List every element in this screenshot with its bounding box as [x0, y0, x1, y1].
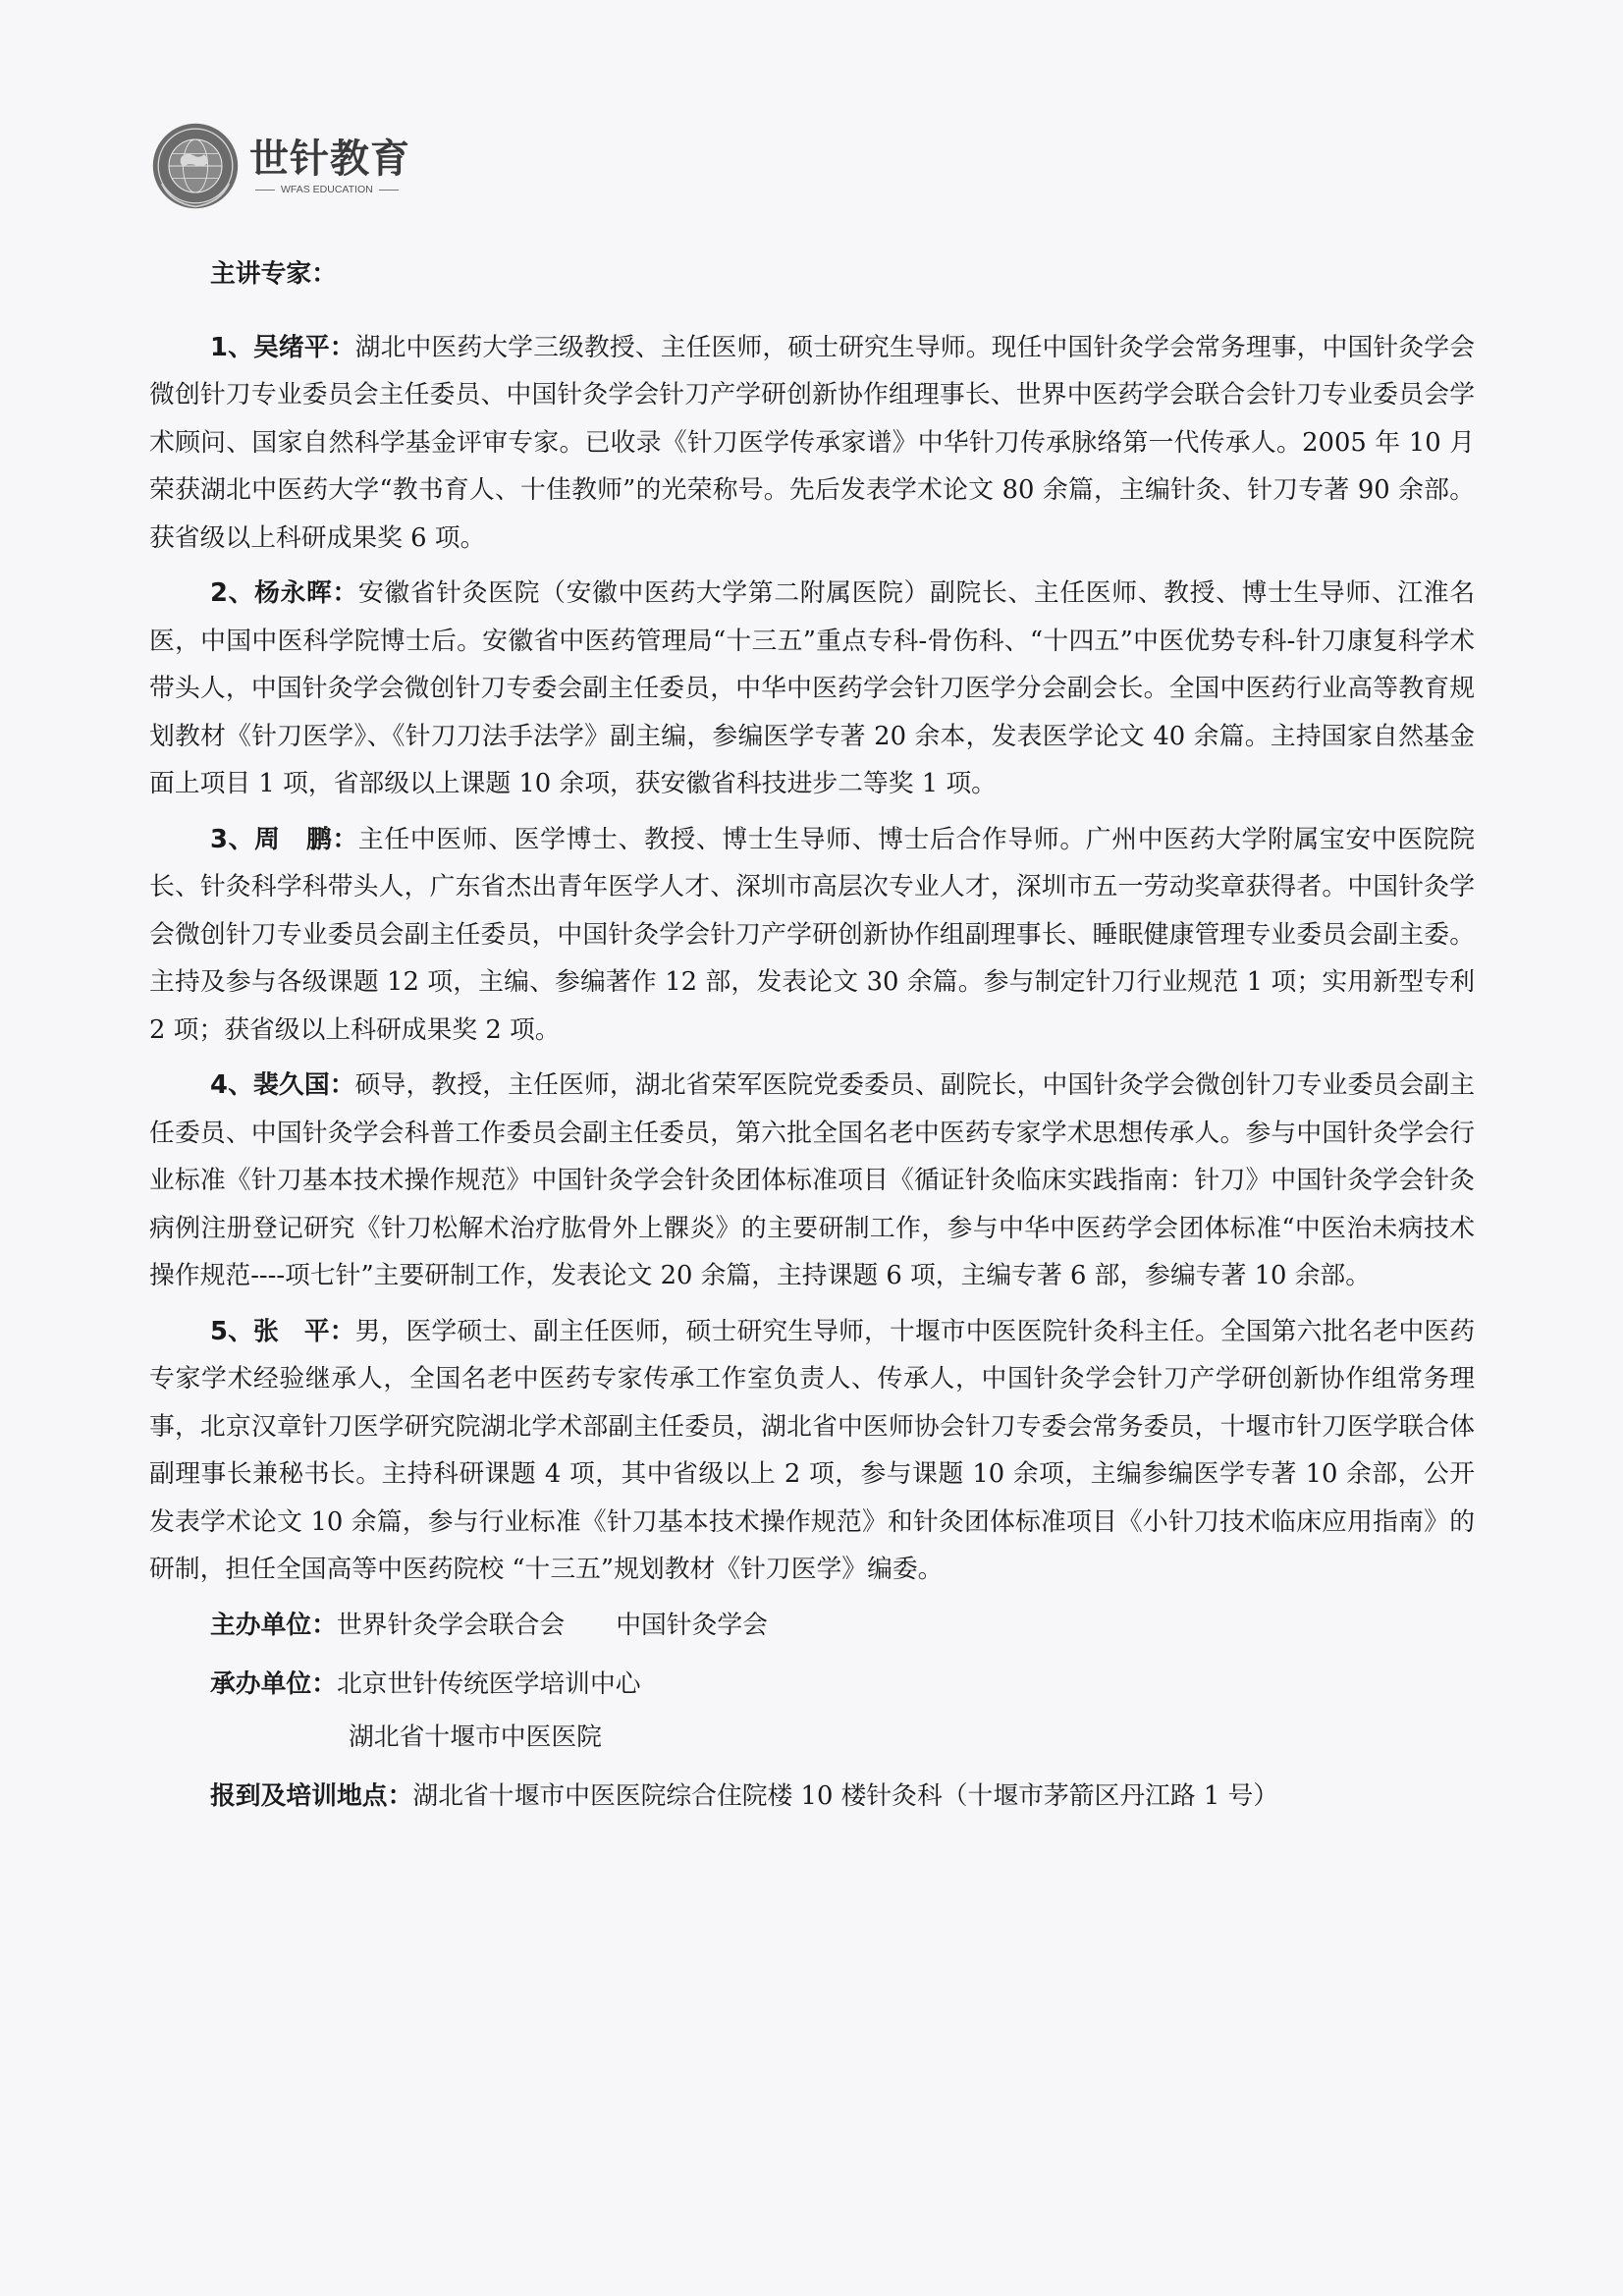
venue-value: 湖北省十堰市中医医院综合住院楼 10 楼针灸科（十堰市茅箭区丹江路 1 号） [412, 1780, 1279, 1811]
section-heading: 主讲专家： [210, 259, 337, 289]
expert-name: 4、裴久国： [210, 1070, 355, 1100]
organizer-label: 主办单位： [210, 1610, 337, 1640]
organizer-value-2: 中国针灸学会 [616, 1610, 768, 1640]
expert-name: 3、周 鹏： [210, 824, 358, 854]
co-organizer-value-1: 北京世针传统医学培训中心 [337, 1668, 641, 1699]
venue-line [149, 1773, 1475, 1820]
logo-name-cn: 世针教育 [249, 137, 410, 182]
logo-name-en: WFAS EDUCATION [281, 184, 373, 195]
expert-name: 2、杨永晖： [210, 578, 358, 608]
co-organizer-line-2 [149, 1714, 1475, 1761]
wfas-education-logo [151, 122, 410, 210]
expert-paragraph [149, 570, 1475, 808]
co-organizer-label: 承办单位： [210, 1668, 337, 1699]
expert-paragraph [149, 816, 1475, 1055]
expert-bio: 安徽省针灸医院（安徽中医药大学第二附属医院）副院长、主任医师、教授、博士生导师、江淮名医，中国中医科学院博士后。安徽省中医药管理局“十三五”重点专科-骨伤科、“十四五”中医优势专科-针刀康复科学术带头人，中国针灸学会微创针刀专委会副主任委员，中华中医药学会针刀医学分会副会长。全国中医药行业高等教育规划教材《针刀医学》、《针刀刀法手法学》副主编，参编医学专著 20 余本，发表医学论文 40 余篇。主持国家自然基金面上项目 1 项，省部级以上课题 10 余项，获安徽省科技进步二等奖 1 项。 [149, 578, 1475, 798]
co-organizer-value-2: 湖北省十堰市中医医院 [349, 1722, 602, 1752]
organizer-value-1: 世界针灸学会联合会 [337, 1610, 566, 1640]
expert-name: 5、张 平： [210, 1316, 355, 1346]
co-organizer-line [149, 1661, 1475, 1708]
expert-name: 1、吴绪平： [210, 332, 355, 362]
venue-label: 报到及培训地点： [210, 1780, 413, 1811]
expert-bio: 主任中医师、医学博士、教授、博士生导师、博士后合作导师。广州中医药大学附属宝安中医院院长、针灸科学科带头人，广东省杰出青年医学人才、深圳市高层次专业人才，深圳市五一劳动奖章获得者。中国针灸学会微创针刀专业委员会副主任委员，中国针灸学会针刀产学研创新协作组副理事长、睡眠健康管理专业委员会副主委。主持及参与各级课题 12 项，主编、参编著作 12 部，发表论文 30 余篇。参与制定针刀行业规范 1 项；实用新型专利 2 项；获省级以上科研成果奖 2 项。 [149, 824, 1475, 1045]
document-body [149, 250, 1475, 1831]
expert-paragraph [149, 1062, 1475, 1300]
organizer-line [149, 1602, 1475, 1649]
globe-seal-icon [151, 122, 240, 210]
expert-bio: 男，医学硕士、副主任医师，硕士研究生导师，十堰市中医医院针灸科主任。全国第六批名老中医药专家学术经验继承人，全国名老中医药专家传承工作室负责人、传承人，中国针灸学会针刀产学研创新协作组常务理事，北京汉章针刀医学研究院湖北学术部副主任委员，湖北省中医师协会针刀专委会常务委员，十堰市针刀医学联合体副理事长兼秘书长。主持科研课题 4 项，其中省级以上 2 项，参与课题 10 余项，主编参编医学专著 10 余部，公开发表学术论文 10 余篇，参与行业标准《针刀基本技术操作规范》和针灸团体标准项目《小针刀技术临床应用指南》的研制，担任全国高等中医药院校 “十三五”规划教材《针刀医学》编委。 [149, 1316, 1475, 1584]
expert-paragraph [149, 324, 1475, 563]
expert-paragraph [149, 1308, 1475, 1594]
expert-bio: 湖北中医药大学三级教授、主任医师，硕士研究生导师。现任中国针灸学会常务理事，中国针灸学会微创针刀专业委员会主任委员、中国针灸学会针刀产学研创新协作组理事长、世界中医药学会联合会针刀专业委员会学术顾问、国家自然科学基金评审专家。已收录《针刀医学传承家谱》中华针刀传承脉络第一代传承人。2005 年 10 月荣获湖北中医药大学“教书育人、十佳教师”的光荣称号。先后发表学术论文 80 余篇，主编针灸、针刀专著 90 余部。获省级以上科研成果奖 6 项。 [149, 332, 1475, 553]
expert-bio: 硕导，教授，主任医师，湖北省荣军医院党委委员、副院长，中国针灸学会微创针刀专业委员会副主任委员、中国针灸学会科普工作委员会副主任委员，第六批全国名老中医药专家学术思想传承人。参与中国针灸学会行业标准《针刀基本技术操作规范》中国针灸学会针灸团体标准项目《循证针灸临床实践指南：针刀》中国针灸学会针灸病例注册登记研究《针刀松解术治疗肱骨外上髁炎》的主要研制工作，参与中华中医药学会团体标准“中医治未病技术操作规范----项七针”主要研制工作，发表论文 20 余篇，主持课题 6 项，主编专著 6 部，参编专著 10 余部。 [149, 1070, 1475, 1290]
